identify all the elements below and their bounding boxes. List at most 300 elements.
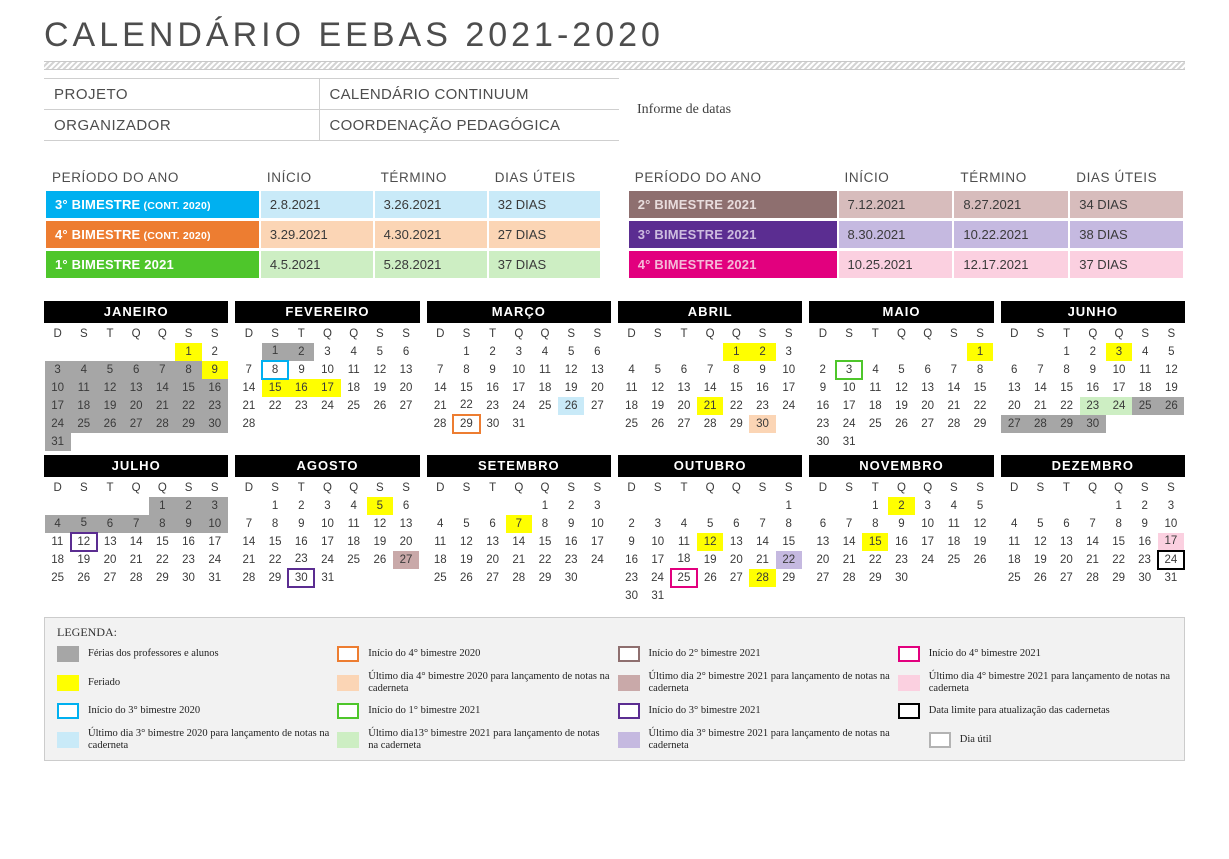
- info-row: [44, 79, 619, 110]
- day-cell: 2: [567, 499, 575, 512]
- month-table: [427, 478, 611, 587]
- period-row: [46, 191, 600, 218]
- empty-day-cell: [671, 343, 697, 361]
- day-cell: 22: [776, 551, 802, 569]
- legend-label: Início do 1° bimestre 2021: [368, 705, 481, 717]
- weekday-header: Q: [1080, 325, 1106, 343]
- month-table: [618, 478, 802, 605]
- day-cell: 22: [175, 397, 201, 415]
- day-cell: 11: [71, 379, 97, 397]
- day-cell: 13: [123, 379, 149, 397]
- legend-item: [57, 671, 331, 694]
- day-cell: 5: [706, 517, 714, 530]
- weekday-header: Q: [341, 325, 367, 343]
- periods-header-end: TÉRMINO: [960, 170, 1027, 185]
- day-cell: 13: [590, 363, 604, 376]
- day-cell: 3: [202, 497, 228, 515]
- legend-label: Último dia 3° bimestre 2020 para lançamento de notas na caderneta: [88, 728, 330, 751]
- week-row: [236, 415, 419, 433]
- periods-header-name: PERÍODO DO ANO: [634, 170, 762, 185]
- empty-day-cell: [671, 497, 697, 515]
- day-cell: 19: [1033, 553, 1047, 566]
- weekday-header: S: [202, 325, 228, 343]
- day-cell: 8: [149, 515, 175, 533]
- day-cell: 14: [703, 381, 717, 394]
- week-row: [618, 569, 801, 587]
- day-cell: 8: [271, 517, 279, 530]
- empty-day-cell: [236, 497, 262, 515]
- weekday-header: T: [480, 479, 506, 497]
- day-cell: 19: [703, 553, 717, 566]
- period-name: 4° BIMESTRE 2021: [629, 251, 837, 278]
- day-cell: 21: [512, 553, 526, 566]
- day-cell: 21: [842, 553, 856, 566]
- day-cell: 25: [347, 399, 361, 412]
- day-cell: 25: [71, 415, 97, 433]
- month-table: [44, 478, 228, 587]
- weekday-header: S: [367, 325, 393, 343]
- weekday-header: Q: [149, 479, 175, 497]
- empty-day-cell: [584, 415, 610, 433]
- month-block: [427, 455, 611, 605]
- legend-label: Início do 4° bimestre 2020: [368, 648, 481, 660]
- day-cell: 29: [973, 417, 987, 430]
- day-cell: 17: [1112, 381, 1126, 394]
- weekday-header: T: [480, 325, 506, 343]
- empty-day-cell: [723, 497, 749, 515]
- week-row: [1001, 569, 1184, 587]
- day-cell: 20: [729, 553, 743, 566]
- day-cell: 29: [538, 571, 552, 584]
- week-row: [618, 587, 801, 605]
- legend-swatch: [618, 646, 640, 662]
- day-cell: 15: [1060, 381, 1074, 394]
- day-cell: 16: [202, 379, 228, 397]
- empty-day-cell: [697, 497, 723, 515]
- day-cell: 7: [437, 363, 444, 376]
- weekday-header: T: [97, 479, 123, 497]
- month-table: [1001, 324, 1185, 433]
- month-table: [618, 324, 802, 433]
- day-cell: 6: [489, 517, 496, 530]
- empty-day-cell: [1132, 415, 1158, 433]
- day-cell: 11: [1008, 535, 1021, 548]
- day-cell: 3: [785, 345, 792, 358]
- day-cell: 28: [129, 571, 143, 584]
- empty-day-cell: [175, 433, 201, 451]
- empty-day-cell: [749, 587, 775, 605]
- day-cell: 21: [947, 399, 961, 412]
- day-cell: 18: [677, 553, 691, 566]
- day-cell: 2: [298, 499, 305, 512]
- day-cell: 22: [268, 553, 282, 566]
- empty-day-cell: [888, 433, 914, 451]
- day-cell: 22: [1060, 399, 1074, 412]
- day-cell: 30: [816, 435, 830, 448]
- day-cell: 17: [842, 399, 856, 412]
- weekday-header: Q: [888, 479, 914, 497]
- day-cell: 7: [123, 515, 149, 533]
- weekday-header: Q: [697, 479, 723, 497]
- day-cell: 10: [1164, 517, 1178, 530]
- day-cell: 5: [376, 345, 384, 358]
- weekday-header: D: [45, 479, 71, 497]
- day-cell: 29: [453, 415, 479, 433]
- weekday-header: Q: [314, 479, 340, 497]
- day-cell: 8: [733, 363, 740, 376]
- week-row: [1001, 551, 1184, 569]
- day-cell: 25: [51, 571, 64, 584]
- empty-day-cell: [584, 569, 610, 587]
- day-cell: 28: [242, 571, 256, 584]
- day-cell: 2: [628, 517, 635, 530]
- weekday-header-row: [427, 325, 610, 343]
- week-row: [618, 379, 801, 397]
- day-cell: 21: [149, 397, 175, 415]
- legend-swatch: [57, 646, 79, 662]
- day-cell: 8: [1115, 517, 1122, 530]
- day-cell: 8: [463, 363, 470, 376]
- day-cell: 10: [321, 517, 334, 530]
- weekday-header: Q: [915, 325, 941, 343]
- empty-day-cell: [776, 415, 802, 433]
- day-cell: 9: [759, 363, 766, 376]
- day-cell: 4: [950, 499, 958, 512]
- day-cell: 26: [373, 553, 387, 566]
- day-cell: 16: [816, 399, 830, 412]
- week-row: [236, 343, 419, 361]
- info-note: Informe de datas: [637, 101, 732, 117]
- day-cell: 20: [816, 553, 830, 566]
- legend-item: [898, 728, 1172, 751]
- empty-day-cell: [888, 343, 914, 361]
- legend-item: [618, 646, 892, 662]
- empty-day-cell: [341, 415, 367, 433]
- day-cell: 1: [541, 499, 549, 512]
- day-cell: 22: [155, 553, 169, 566]
- empty-day-cell: [71, 343, 97, 361]
- day-cell: 1: [723, 343, 749, 361]
- day-cell: 3: [324, 345, 331, 358]
- empty-day-cell: [314, 415, 340, 433]
- day-cell: 22: [1112, 553, 1126, 566]
- day-cell: 21: [242, 553, 256, 566]
- week-row: [45, 533, 228, 551]
- day-cell: 14: [842, 535, 856, 548]
- day-cell: 2: [175, 497, 201, 515]
- week-row: [810, 497, 993, 515]
- period-name: 3° BIMESTRE 2021: [629, 221, 837, 248]
- weekday-header-row: [1001, 479, 1184, 497]
- day-cell: 16: [486, 381, 500, 394]
- day-cell: 28: [1086, 571, 1099, 584]
- day-cell: 14: [947, 381, 961, 394]
- info-table: [44, 78, 619, 141]
- week-row: [810, 551, 993, 569]
- day-cell: 18: [71, 397, 97, 415]
- day-cell: 25: [947, 553, 961, 566]
- period-days: 32 DIAS: [489, 191, 601, 218]
- weekday-header: T: [862, 479, 888, 497]
- weekday-header: S: [584, 479, 610, 497]
- day-cell: 29: [782, 571, 796, 584]
- day-cell: 20: [590, 381, 604, 394]
- month-table: [427, 324, 611, 434]
- weekday-header: T: [671, 325, 697, 343]
- month-name: MAIO: [809, 301, 993, 323]
- day-cell: 24: [842, 417, 856, 430]
- weekday-header: S: [71, 325, 97, 343]
- periods-header-start: INÍCIO: [844, 170, 890, 185]
- legend-label: Feriado: [88, 676, 121, 688]
- empty-day-cell: [123, 497, 149, 515]
- empty-day-cell: [915, 343, 941, 361]
- weekday-header: D: [618, 479, 644, 497]
- day-cell: 23: [1138, 553, 1151, 566]
- day-cell: 22: [538, 553, 552, 566]
- period-start: 7.12.2021: [839, 191, 953, 218]
- day-cell: 14: [433, 381, 447, 394]
- day-cell: 9: [567, 517, 575, 530]
- day-cell: 25: [868, 417, 882, 430]
- day-cell: 19: [564, 381, 578, 394]
- day-cell: 9: [202, 361, 228, 379]
- empty-day-cell: [202, 433, 228, 451]
- weekday-header: D: [618, 325, 644, 343]
- day-cell: 27: [816, 571, 830, 584]
- day-cell: 15: [262, 379, 288, 397]
- week-row: [45, 433, 228, 451]
- day-cell: 13: [816, 535, 830, 548]
- legend-item: [618, 728, 892, 751]
- day-cell: 7: [706, 363, 714, 376]
- week-row: [618, 343, 801, 361]
- day-cell: 17: [921, 535, 935, 548]
- day-cell: 21: [756, 553, 769, 566]
- empty-day-cell: [836, 497, 862, 515]
- day-cell: 15: [538, 535, 552, 548]
- day-cell: 26: [703, 571, 717, 584]
- weekday-header: T: [862, 325, 888, 343]
- legend-swatch: [337, 732, 359, 748]
- day-cell: 31: [842, 435, 856, 448]
- legend-item: [898, 703, 1172, 719]
- day-cell: 23: [564, 553, 578, 566]
- day-cell: 25: [625, 417, 638, 430]
- weekday-header: S: [776, 325, 802, 343]
- day-cell: 11: [434, 535, 447, 548]
- day-cell: 26: [895, 417, 908, 430]
- day-cell: 2: [489, 345, 496, 358]
- weekday-header: Q: [723, 325, 749, 343]
- legend-item: [57, 728, 331, 751]
- day-cell: 20: [921, 399, 935, 412]
- weekday-header: D: [1001, 325, 1027, 343]
- day-cell: 20: [103, 553, 117, 566]
- day-cell: 12: [373, 363, 387, 376]
- empty-day-cell: [1027, 497, 1053, 515]
- day-cell: 1: [1115, 499, 1122, 512]
- month-name: MARÇO: [427, 301, 611, 323]
- day-cell: 26: [97, 415, 123, 433]
- day-cell: 18: [347, 381, 361, 394]
- day-cell: 26: [373, 399, 387, 412]
- day-cell: 18: [625, 399, 638, 412]
- week-row: [810, 433, 993, 451]
- day-cell: 27: [1060, 571, 1073, 584]
- day-cell: 24: [1106, 397, 1132, 415]
- info-block: [44, 78, 1185, 141]
- day-cell: 5: [567, 345, 575, 358]
- empty-day-cell: [723, 587, 749, 605]
- day-cell: 6: [819, 517, 827, 530]
- day-cell: 14: [129, 535, 143, 548]
- weekday-header: D: [810, 325, 836, 343]
- day-cell: 9: [1141, 517, 1148, 530]
- day-cell: 9: [298, 517, 305, 530]
- week-row: [427, 515, 610, 533]
- weekday-header: D: [236, 325, 262, 343]
- day-cell: 22: [973, 399, 987, 412]
- day-cell: 16: [1086, 381, 1100, 394]
- day-cell: 6: [402, 345, 410, 358]
- day-cell: 27: [103, 571, 117, 584]
- day-cell: 23: [816, 417, 830, 430]
- weekday-header: S: [202, 479, 228, 497]
- week-row: [810, 569, 993, 587]
- weekday-header: S: [558, 479, 584, 497]
- weekday-header: Q: [532, 325, 558, 343]
- day-cell: 29: [868, 571, 882, 584]
- day-cell: 20: [1060, 553, 1073, 566]
- empty-day-cell: [149, 343, 175, 361]
- day-cell: 23: [202, 397, 228, 415]
- day-cell: 19: [895, 399, 908, 412]
- day-cell: 27: [729, 571, 743, 584]
- month-block: [618, 455, 802, 605]
- legend: [44, 617, 1185, 761]
- legend-label: Último dia 4° bimestre 2021 para lançamento de notas na caderneta: [928, 671, 1171, 694]
- day-cell: 18: [433, 553, 447, 566]
- weekday-header: S: [1132, 479, 1158, 497]
- day-cell: 9: [298, 363, 305, 376]
- day-cell: 26: [558, 397, 584, 415]
- week-row: [45, 497, 228, 515]
- legend-item: [898, 646, 1172, 662]
- periods-header-days: DIAS ÚTEIS: [1076, 170, 1158, 185]
- day-cell: 12: [973, 517, 987, 530]
- day-cell: 14: [242, 381, 256, 394]
- period-end: 4.30.2021: [375, 221, 487, 248]
- empty-day-cell: [453, 497, 479, 515]
- legend-title: LEGENDA:: [57, 625, 117, 639]
- day-cell: 1: [271, 499, 279, 512]
- period-start: 10.25.2021: [839, 251, 953, 278]
- day-cell: 23: [486, 399, 500, 412]
- day-cell: 27: [1001, 415, 1027, 433]
- month-name: OUTUBRO: [618, 455, 802, 477]
- day-cell: 18: [1007, 553, 1021, 566]
- weekday-header-row: [45, 325, 228, 343]
- empty-day-cell: [532, 415, 558, 433]
- weekday-header: S: [941, 479, 967, 497]
- day-cell: 6: [594, 345, 601, 358]
- legend-swatch: [618, 675, 640, 691]
- day-cell: 16: [564, 535, 578, 548]
- day-cell: 23: [294, 399, 308, 412]
- legend-swatch: [337, 646, 359, 662]
- day-cell: 4: [350, 499, 357, 512]
- day-cell: 30: [625, 589, 638, 602]
- day-cell: 3: [515, 345, 523, 358]
- day-cell: 5: [1037, 517, 1044, 530]
- month-block: [427, 301, 611, 451]
- weekday-header: S: [967, 479, 993, 497]
- day-cell: 27: [590, 399, 604, 412]
- weekday-header: S: [1158, 479, 1184, 497]
- day-cell: 4: [628, 363, 635, 376]
- day-cell: 24: [45, 415, 71, 433]
- day-cell: 17: [651, 553, 665, 566]
- day-cell: 27: [677, 417, 691, 430]
- day-cell: 24: [782, 399, 796, 412]
- week-row: [427, 361, 610, 379]
- legend-label: Início do 4° bimestre 2021: [928, 648, 1041, 660]
- day-cell: 14: [1086, 535, 1099, 548]
- week-row: [236, 569, 419, 587]
- legend-grid: [57, 646, 1172, 751]
- period-name: 1° BIMESTRE 2021: [46, 251, 259, 278]
- day-cell: 28: [1027, 415, 1053, 433]
- day-cell: 29: [155, 571, 169, 584]
- day-cell: 11: [1139, 363, 1152, 376]
- day-cell: 14: [512, 535, 526, 548]
- day-cell: 10: [651, 535, 665, 548]
- day-cell: 19: [373, 381, 387, 394]
- month-block: [809, 301, 993, 451]
- week-row: [45, 379, 228, 397]
- week-row: [236, 397, 419, 415]
- info-label-organizador: ORGANIZADOR: [44, 110, 319, 141]
- week-row: [618, 415, 801, 433]
- period-end: 3.26.2021: [375, 191, 487, 218]
- day-cell: 11: [51, 535, 64, 548]
- empty-day-cell: [367, 569, 393, 587]
- legend-item: [618, 671, 892, 694]
- week-row: [1001, 533, 1184, 551]
- legend-label: Início do 3° bimestre 2021: [648, 705, 761, 717]
- day-cell: 8: [785, 517, 792, 530]
- period-row: [629, 221, 1183, 248]
- weekday-header: S: [71, 479, 97, 497]
- day-cell: 12: [651, 381, 665, 394]
- legend-swatch: [337, 675, 359, 691]
- day-cell: 22: [268, 399, 282, 412]
- day-cell: 19: [460, 553, 473, 566]
- day-cell: 4: [872, 363, 879, 376]
- weekday-header-row: [618, 479, 801, 497]
- weekday-header: S: [393, 325, 419, 343]
- day-cell: 5: [1168, 345, 1175, 358]
- day-cell: 26: [973, 553, 987, 566]
- month-name: DEZEMBRO: [1001, 455, 1185, 477]
- day-cell: 25: [1007, 571, 1021, 584]
- day-cell: 21: [129, 553, 143, 566]
- day-cell: 26: [77, 571, 91, 584]
- day-cell: 16: [182, 535, 195, 548]
- period-name: 4° BIMESTRE (CONT. 2020): [46, 221, 259, 248]
- month-name: AGOSTO: [235, 455, 419, 477]
